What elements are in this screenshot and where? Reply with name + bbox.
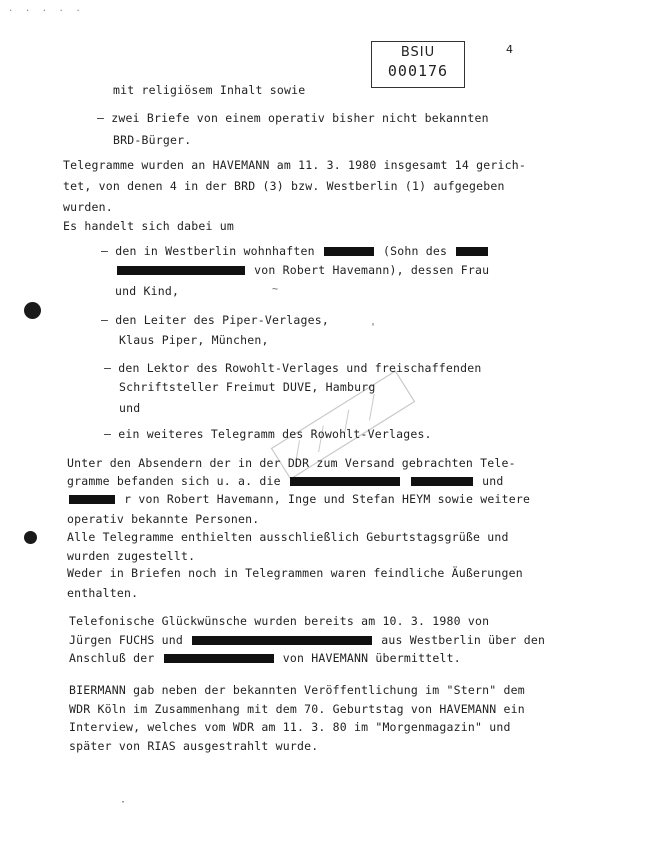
text-segment: von HAVEMANN übermittelt. (282, 651, 461, 665)
stamp-label: BSIU (400, 45, 436, 60)
text-line-20: operativ bekannte Personen. (67, 512, 260, 526)
scan-speck: · (120, 797, 127, 808)
scan-speck: ' (370, 322, 377, 333)
text-line-16: – ein weiteres Telegramm des Rowohlt-Verlages. (104, 427, 432, 441)
redaction-bar (456, 247, 488, 256)
text-line-27 (69, 651, 461, 665)
text-line-8 (101, 244, 490, 258)
text-line-26 (69, 633, 545, 647)
text-segment: Anschluß der (69, 651, 155, 665)
text-line-18 (67, 474, 503, 488)
redaction-bar (411, 477, 473, 486)
text-line-19 (67, 492, 530, 506)
text-line-7: Es handelt sich dabei um (63, 219, 234, 233)
text-line-29: WDR Köln im Zusammenhang mit dem 70. Geburtstag von HAVEMANN ein (69, 702, 525, 716)
text-line-5: tet, von denen 4 in der BRD (3) bzw. Westberlin (1) aufgegeben (63, 179, 505, 193)
text-line-31: später von RIAS ausgestrahlt wurde. (69, 739, 319, 753)
scan-speck: ~ (272, 284, 279, 295)
text-segment: (Sohn des (382, 244, 448, 258)
text-line-3: BRD-Bürger. (113, 133, 192, 147)
text-line-15: und (119, 401, 141, 415)
text-line-25: Telefonische Glückwünsche wurden bereits am 10. 3. 1980 von (69, 614, 490, 628)
punch-hole-bottom (24, 531, 37, 544)
corner-marks: . . . . . (8, 4, 84, 14)
text-segment: r von Robert Havemann, Inge und Stefan HEYM sowie weitere (124, 492, 531, 506)
text-segment: gramme befanden sich u. a. die (67, 474, 281, 488)
text-line-30: Interview, welches vom WDR am 11. 3. 80 im "Morgenmagazin" und (69, 720, 511, 734)
redaction-bar (192, 636, 372, 645)
redaction-bar (324, 247, 374, 256)
text-segment: Jürgen FUCHS und (69, 633, 183, 647)
text-line-9 (115, 263, 489, 277)
text-segment: – den in Westberlin wohnhaften (101, 244, 315, 258)
text-line-24: enthalten. (67, 586, 139, 600)
text-line-21: Alle Telegramme enthielten ausschließlich Geburtstagsgrüße und (67, 530, 509, 544)
text-line-10: und Kind, (115, 284, 180, 298)
text-segment: und (482, 474, 504, 488)
text-segment: aus Westberlin über den (381, 633, 546, 647)
text-line-1: mit religiösem Inhalt sowie (113, 83, 306, 97)
archive-stamp (371, 41, 465, 88)
text-line-11: – den Leiter des Piper-Verlages, (101, 313, 329, 327)
punch-hole-top (24, 302, 41, 319)
page-number: 4 (506, 43, 513, 56)
text-line-13: – den Lektor des Rowohlt-Verlages und freischaffenden (104, 361, 482, 375)
redaction-bar (290, 477, 400, 486)
text-line-14: Schriftsteller Freimut DUVE, Hamburg (119, 380, 376, 394)
text-line-22: wurden zugestellt. (67, 549, 196, 563)
text-line-2: – zwei Briefe von einem operativ bisher nicht bekannten (97, 111, 489, 125)
stamp-number: 000176 (387, 62, 449, 80)
redaction-bar (117, 266, 245, 275)
text-line-4: Telegramme wurden an HAVEMANN am 11. 3. 1980 insgesamt 14 gerich- (63, 158, 527, 172)
text-line-6: wurden. (63, 200, 113, 214)
text-line-23: Weder in Briefen noch in Telegrammen waren feindliche Äußerungen (67, 566, 523, 580)
redaction-bar (164, 654, 274, 663)
text-line-17: Unter den Absendern der in der DDR zum Versand gebrachten Tele- (67, 456, 516, 470)
text-line-28: BIERMANN gab neben der bekannten Veröffentlichung im "Stern" dem (69, 683, 525, 697)
redaction-bar (69, 495, 115, 504)
text-line-12: Klaus Piper, München, (119, 333, 269, 347)
text-segment: von Robert Havemann), dessen Frau (254, 263, 490, 277)
